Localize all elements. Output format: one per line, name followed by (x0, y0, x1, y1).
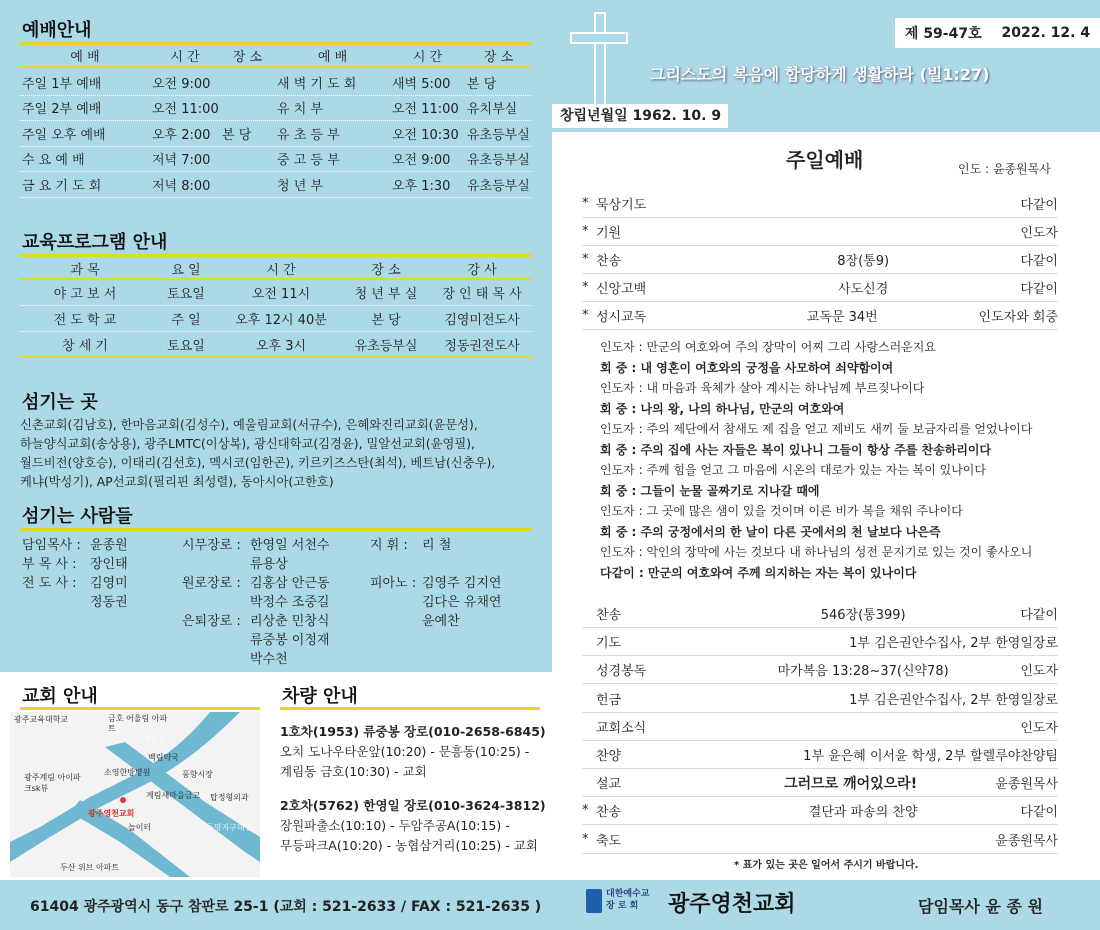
staff-entry (182, 612, 362, 669)
serving-places-title: 섬기는 곳 (22, 392, 98, 413)
divider (20, 707, 260, 710)
service-item (582, 797, 1058, 825)
staff-names (250, 574, 329, 612)
service-item (582, 274, 1058, 302)
staff-names (90, 536, 128, 555)
service-item-person: 1부 윤은혜 이서윤 학생, 2부 할렐루야찬양팀 (803, 749, 1058, 764)
worship-time: 새벽 5:00 (392, 76, 451, 92)
service-item-detail: 8장(통9) (837, 254, 890, 269)
education-cell: 주 일 (171, 313, 201, 328)
service-item-name: 찬양 (596, 749, 622, 764)
stand-marker: * (582, 280, 589, 295)
worship-table (20, 70, 532, 198)
staff-name: 김영주 김지연 (422, 576, 502, 591)
staff-name: 류용상 (250, 557, 288, 572)
service-item-name: 찬송 (596, 608, 622, 623)
worship-row (20, 70, 532, 96)
staff-names (90, 574, 128, 612)
service-item-name: 찬송 (596, 254, 622, 269)
staff-name: 장인태 (90, 557, 128, 572)
staff-names (422, 536, 451, 555)
worship-table-header: 예 배 시 간 장 소 예 배 시 간 장 소 (70, 50, 514, 65)
issue-box (895, 18, 1100, 48)
education-cell: 야 고 보 서 (53, 287, 117, 302)
issue-number: 제 59-47호 (904, 26, 982, 42)
vehicle-title: 차량 안내 (282, 686, 358, 707)
denomination-line: 대한예수교 (606, 889, 650, 899)
service-item-detail: 그러므로 깨어있으라! (784, 775, 918, 792)
worship-name: 유 치 부 (277, 102, 323, 118)
divider (280, 707, 540, 710)
staff-name: 박수천 (250, 652, 288, 667)
staff-name: 김홍삼 안근동 (250, 576, 330, 591)
staff-names (422, 574, 501, 631)
service-item-person: 다같이 (1020, 608, 1058, 623)
education-cell: 창 세 기 (62, 338, 108, 354)
staff-entry (22, 536, 172, 555)
church-logo-icon (586, 889, 602, 913)
service-item-person: 윤종원목사 (995, 777, 1058, 793)
litany-line: 인도자 : 그 곳에 많은 샘이 있을 것이며 이른 비가 복을 채워 주나이다 (600, 504, 963, 518)
service-item-person: 1부 김은권안수집사, 2부 한영일장로 (849, 692, 1058, 708)
litany-line: 회 중 : 주의 궁정에서의 한 날이 다른 곳에서의 천 날보다 나은즉 (600, 524, 941, 539)
staff-entry (370, 536, 540, 555)
staff-names (250, 612, 329, 669)
service-item (582, 741, 1058, 769)
service-item-detail: 마가복음 13:28~37(신약78) (777, 664, 949, 680)
service-item-detail: 교독문 34번 (806, 310, 878, 325)
worship-name: 청 년 부 (277, 178, 323, 194)
service-item-name: 성경봉독 (596, 664, 647, 680)
staff-name: 김다은 유채연 (422, 595, 502, 610)
staff-names (90, 555, 128, 574)
service-item (582, 826, 1058, 854)
staff-name: 박정수 조중길 (250, 595, 330, 610)
worship-time: 오전 9:00 (152, 76, 211, 92)
worship-place: 유치부실 (467, 102, 518, 118)
litany-line: 회 중 : 나의 왕, 나의 하나님, 만군의 여호와여 (600, 401, 845, 416)
service-item (582, 685, 1058, 713)
map-label-road: 제봉로 (142, 735, 166, 744)
worship-name: 유 초 등 부 (277, 127, 340, 143)
vehicle-2-route: 무등파크A(10:20) - 농협삼거리(10:25) - 교회 (280, 838, 538, 853)
staff-name: 리상춘 민창식 (250, 614, 330, 629)
worship-name: 수 요 예 배 (22, 153, 85, 169)
staff-column-3 (370, 536, 540, 631)
stand-marker: * (582, 803, 589, 819)
map-label-police: 동명지구대입구 (206, 823, 253, 843)
stand-marker: * (582, 224, 589, 239)
service-item (582, 600, 1058, 628)
map-label-bank: 계림새마을금고 (146, 791, 201, 800)
worship-name: 주일 1부 예배 (22, 76, 102, 92)
staff-entry (22, 574, 172, 612)
worship-row (20, 147, 532, 173)
church-map (10, 712, 260, 877)
litany-line: 회 중 : 내 영혼이 여호와의 궁정을 사모하여 쇠약함이여 (600, 360, 894, 375)
stand-marker: * (582, 308, 589, 323)
map-label-ipark: 광주계림 아이파크sk뷰 (24, 773, 81, 793)
service-item-name: 묵상기도 (596, 198, 647, 213)
worship-time: 오전 11:00 (152, 102, 219, 118)
staff-name: 윤예찬 (422, 614, 460, 629)
vehicle-1-route: 오치 도나우타운앞(10:20) - 문흥동(10:25) - (280, 744, 530, 759)
vehicle-1-header: 1호차(1953) 류중봉 장로(010-2658-6845) (280, 724, 546, 739)
education-table (20, 258, 532, 358)
service-item-name: 헌금 (596, 692, 622, 708)
worship-name: 주일 2부 예배 (22, 102, 102, 118)
service-item-detail: 결단과 파송의 찬양 (808, 805, 918, 821)
staff-name: 한영일 서천수 (250, 538, 330, 553)
litany-line: 인도자 : 주의 제단에서 참새도 제 집을 얻고 제비도 새끼 둘 보금자리를 얻었나이다 (600, 422, 1033, 436)
worship-time: 저녁 7:00 (152, 153, 211, 169)
worship-time: 오전 10:30 (392, 127, 459, 143)
worship-place: 유초등부실 (467, 178, 530, 194)
staff-names (250, 536, 329, 574)
service-item-name: 신앙고백 (596, 282, 647, 297)
serving-people-title: 섬기는 사람들 (22, 506, 133, 527)
staff-name: 정동권 (90, 595, 128, 610)
education-cell: 유초등부실 (354, 338, 418, 354)
worship-name: 새 벽 기 도 회 (277, 76, 357, 92)
service-item (582, 656, 1058, 684)
staff-role: 피아노 : (370, 576, 417, 591)
cross-icon (594, 12, 606, 116)
service-item (582, 628, 1058, 656)
divider (20, 66, 532, 68)
worship-time: 저녁 8:00 (152, 178, 211, 194)
service-item-person: 다같이 (1020, 282, 1058, 297)
service-item-name: 기도 (596, 636, 622, 652)
divider (20, 528, 532, 531)
education-cell: 본 당 (371, 313, 401, 328)
map-label-hospital: 소영한방병원 (104, 768, 151, 777)
education-row (20, 332, 532, 358)
staff-column-1 (22, 536, 172, 612)
staff-name: 류중봉 이정재 (250, 633, 330, 648)
staff-role: 은퇴장로 : (182, 614, 241, 629)
vehicle-2-route: 장원파출소(10:10) - 두암주공A(10:15) - (280, 818, 510, 833)
map-label-apartment: 금호 어울림 아파트 (108, 714, 168, 733)
vehicle-1-route: 계림동 금호(10:30) - 교회 (280, 764, 427, 779)
staff-entry (182, 574, 362, 612)
worship-name: 중 고 등 부 (277, 153, 340, 169)
service-item (582, 246, 1058, 274)
worship-place: 본 당 (467, 76, 497, 92)
service-item-name: 찬송 (596, 805, 622, 821)
litany-line: 회 중 : 그들이 눈물 골짜기로 지나갈 때에 (600, 483, 820, 498)
worship-row (20, 121, 532, 147)
service-item-person: 다같이 (1020, 254, 1058, 269)
litany-line: 인도자 : 내 마음과 육체가 살아 계시는 하나님께 부르짖나이다 (600, 381, 925, 395)
litany-line: 회 중 : 주의 집에 사는 자들은 복이 있나니 그들이 항상 주를 찬송하리이다 (600, 442, 992, 457)
staff-role: 지 휘 : (370, 538, 408, 553)
stand-marker: * (582, 252, 589, 267)
map-label-education-univ: 광주교육대학교 (14, 715, 69, 724)
service-item-person: 1부 김은권안수집사, 2부 한영일장로 (849, 636, 1058, 652)
service-item-detail: 사도신경 (838, 282, 889, 297)
staff-column-2 (182, 536, 362, 669)
staff-role: 원로장로 : (182, 576, 241, 591)
education-cell: 오후 12시 40분 (235, 313, 327, 328)
worship-name: 금 요 기 도 회 (22, 178, 102, 194)
map-label-clinic: 탑정형외과 (210, 793, 249, 802)
litany-line: 인도자 : 주께 힘을 얻고 그 마음에 시온의 대로가 있는 자는 복이 있나이다 (600, 463, 986, 477)
denomination-line: 장 로 회 (606, 901, 639, 911)
map-label-church: 광주영천교회 (88, 809, 135, 818)
worship-info-title: 예배안내 (22, 20, 92, 41)
staff-entry (182, 536, 362, 574)
cross-icon (570, 32, 628, 44)
issue-date: 2022. 12. 4 (1001, 25, 1091, 41)
worship-row (20, 172, 532, 198)
service-item-name: 축도 (596, 833, 622, 849)
service-item-person: 인도자와 회중 (978, 310, 1058, 325)
map-label-playground: 놀이터 (128, 823, 152, 832)
education-cell: 정동권전도사 (444, 338, 520, 354)
denomination (606, 888, 649, 912)
service-item (582, 713, 1058, 741)
senior-pastor: 담임목사 윤 종 원 (918, 897, 1043, 916)
divider (20, 42, 532, 45)
education-cell: 청 년 부 실 (354, 287, 418, 302)
staff-entry (370, 574, 540, 631)
education-cell: 토요일 (167, 338, 205, 354)
service-item-name: 설교 (596, 777, 622, 793)
service-item-name: 기원 (596, 226, 622, 241)
service-item-person: 다같이 (1020, 805, 1058, 821)
vehicle-2-header: 2호차(5762) 한영일 장로(010-3624-3812) (280, 798, 546, 813)
church-map-title: 교회 안내 (22, 686, 98, 707)
map-label-doosan: 두산 위브 아파트 (60, 863, 120, 872)
map-label-market: 풍향시장 (182, 770, 213, 779)
education-cell: 오전 11시 (251, 287, 311, 302)
education-cell: 토요일 (167, 287, 205, 302)
map-label-pharmacy: 백림약국 (148, 753, 179, 762)
staff-name: 윤종원 (90, 538, 128, 553)
founded-date: 창립년월일 1962. 10. 9 (552, 104, 728, 128)
worship-time: 오전 11:00 (392, 102, 459, 118)
service-item-person: 윤종원목사 (995, 833, 1058, 849)
stand-marker: * (582, 196, 589, 211)
service-item (582, 769, 1058, 797)
education-title: 교육프로그램 안내 (22, 232, 168, 253)
worship-place: 유초등부실 (467, 127, 530, 143)
service-item-person: 인도자 (1020, 720, 1058, 736)
service-item (582, 190, 1058, 218)
staff-name: 김영미 (90, 576, 128, 591)
education-header: 과 목 요 일 시 간 장 소 강 사 (20, 258, 532, 280)
education-cell: 김영미전도사 (444, 313, 520, 328)
staff-role: 전 도 사 : (22, 576, 77, 591)
service-item-person: 인도자 (1020, 664, 1058, 680)
education-cell: 전 도 학 교 (53, 313, 117, 328)
worship-name: 주일 오후 예배 (22, 127, 106, 143)
worship-time: 오전 9:00 (392, 153, 451, 169)
service-item-name: 성시교독 (596, 310, 647, 325)
service-item (582, 218, 1058, 246)
divider (20, 254, 532, 257)
motto: 그리스도의 복음에 합당하게 생활하라 (빌1:27) (650, 65, 990, 84)
worship-time: 오후 2:00 (152, 127, 211, 143)
church-name: 광주영천교회 (668, 892, 796, 917)
staff-role: 시무장로 : (182, 538, 241, 553)
service-item-name: 교회소식 (596, 720, 647, 736)
service-item-detail: 546장(통399) (820, 608, 906, 623)
worship-row (20, 96, 532, 122)
litany-line: 인도자 : 악인의 장막에 사는 것보다 내 하나님의 성전 문지기로 있는 것이 좋사오니 (600, 545, 1033, 559)
staff-entry (22, 555, 172, 574)
worship-place: 유초등부실 (467, 153, 530, 169)
church-address: 61404 광주광역시 동구 참판로 25-1 (교회 : 521-2633 / FAX : 521-2635 ) (30, 899, 542, 915)
education-row (20, 306, 532, 332)
standing-note: * 표가 있는 곳은 일어서 주시기 바랍니다. (734, 860, 919, 871)
litany-line: 다같이 : 만군의 여호와여 주께 의지하는 자는 복이 있나이다 (600, 565, 917, 580)
staff-name: 리 철 (422, 538, 452, 553)
worship-time: 오후 1:30 (392, 178, 451, 194)
service-item-person: 인도자 (1020, 226, 1058, 241)
service-title: 주일예배 (786, 148, 864, 172)
staff-role: 담임목사 : (22, 538, 81, 553)
stand-marker: * (582, 831, 589, 847)
serving-places-list: 신촌교회(김남호), 한마음교회(김성수), 예울림교회(서규수), 은혜와진리교회(윤문성), 하늘양식교회(송상용), 광주LMTC(이상복), 광신대학교(김경윤), 밀알선교회(윤영필), 월드비전(양호승), 이태리(김선호), 멕시코(임한곤), 키르키즈스탄(최석), 베트남(신충우), 케냐(박성기), AP선교회(필리핀 최성렬), 동아시아(고한호) (20, 418, 496, 489)
worship-place: 본 당 (222, 127, 252, 143)
education-row (20, 280, 532, 306)
education-cell: 장 인 태 목 사 (442, 287, 522, 302)
service-leader: 인도 : 윤종원목사 (958, 162, 1051, 176)
vehicle-list (280, 722, 548, 856)
staff-role: 부 목 사 : (22, 557, 77, 572)
litany-line: 인도자 : 만군의 여호와여 주의 장막이 어찌 그리 사랑스러운지요 (600, 340, 936, 354)
education-cell: 오후 3시 (255, 338, 307, 354)
service-item-person: 다같이 (1020, 198, 1058, 213)
service-item (582, 302, 1058, 330)
